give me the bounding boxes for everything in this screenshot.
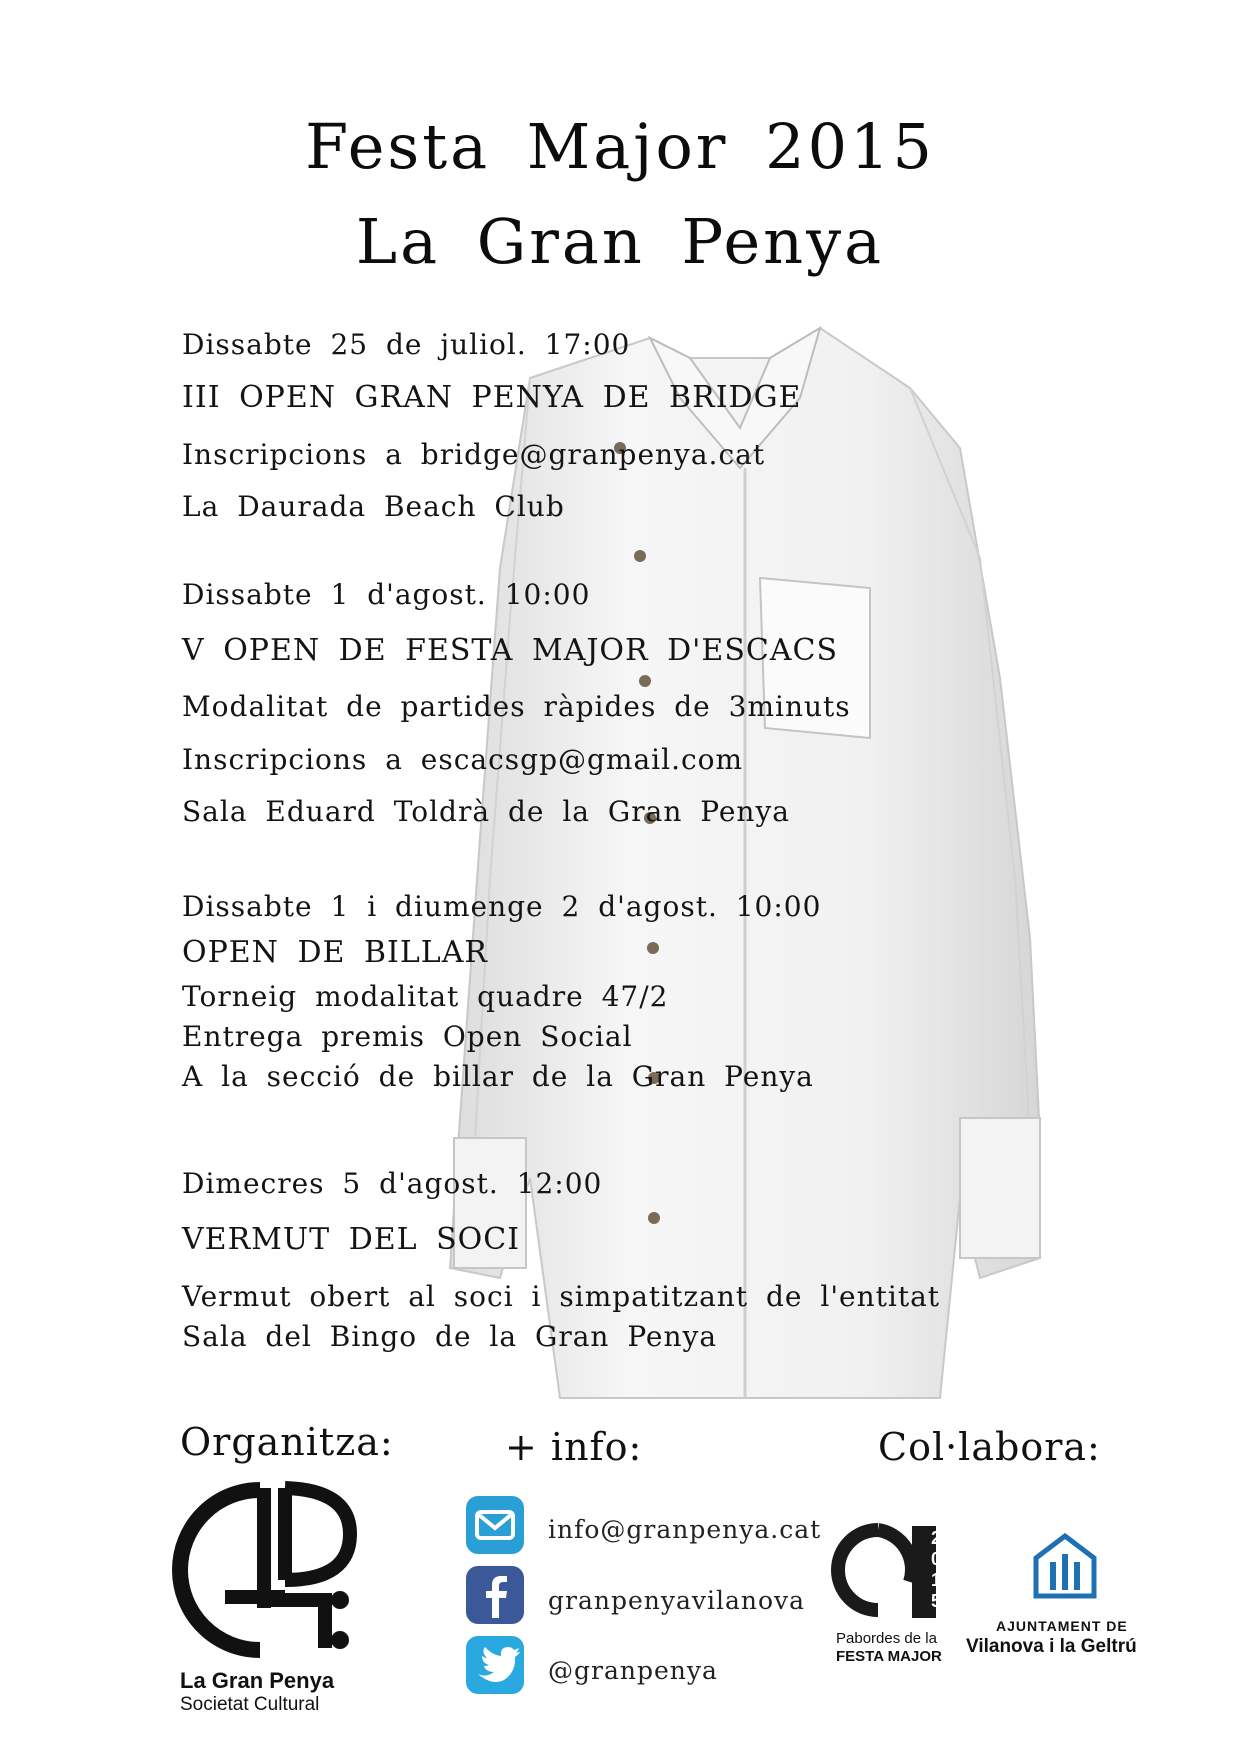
event-1-title: III OPEN GRAN PENYA DE BRIDGE: [182, 380, 802, 415]
event-1-date: Dissabte 25 de juliol. 17:00: [182, 328, 631, 361]
org-name: La Gran Penya: [180, 1668, 335, 1693]
event-3-detail-3: A la secció de billar de la Gran Penya: [182, 1060, 814, 1093]
twitter-icon: [466, 1636, 524, 1694]
event-4-detail-1: Vermut obert al soci i simpatitzant de l'entitat: [182, 1280, 941, 1313]
event-3-detail-2: Entrega premis Open Social: [182, 1020, 633, 1053]
event-4-title: VERMUT DEL SOCI: [182, 1222, 521, 1257]
pabordes-line1: Pabordes de la: [836, 1630, 937, 1647]
event-1-detail-2: La Daurada Beach Club: [182, 490, 565, 523]
pabordes-line2: FESTA MAJOR: [836, 1648, 942, 1665]
event-2-detail-2: Inscripcions a escacsgp@gmail.com: [182, 743, 744, 776]
ajuntament-line2: Vilanova i la Geltrú: [966, 1636, 1137, 1657]
event-3-date: Dissabte 1 i diumenge 2 d'agost. 10:00: [182, 890, 822, 923]
page-title-line1: Festa Major 2015: [305, 110, 935, 183]
event-3-detail-1: Torneig modalitat quadre 47/2: [182, 980, 669, 1013]
ajuntament-line1: AJUNTAMENT DE: [996, 1618, 1128, 1634]
organitza-label: Organitza:: [180, 1420, 394, 1464]
event-2-title: V OPEN DE FESTA MAJOR D'ESCACS: [182, 633, 838, 668]
contact-email[interactable]: info@granpenya.cat: [548, 1515, 822, 1544]
event-1-detail-1: Inscripcions a bridge@granpenya.cat: [182, 438, 766, 471]
ajuntament-crest-icon: [1030, 1532, 1100, 1602]
info-label: + info:: [505, 1425, 643, 1469]
event-4-detail-2: Sala del Bingo de la Gran Penya: [182, 1320, 718, 1353]
event-2-detail-3: Sala Eduard Toldrà de la Gran Penya: [182, 795, 790, 828]
event-2-date: Dissabte 1 d'agost. 10:00: [182, 578, 591, 611]
event-2-detail-1: Modalitat de partides ràpides de 3minuts: [182, 690, 851, 723]
page-title-line2: La Gran Penya: [355, 205, 885, 278]
facebook-icon: [466, 1566, 524, 1624]
pabordes-year: 2015: [930, 1528, 941, 1611]
org-subtitle: Societat Cultural: [180, 1694, 320, 1715]
email-icon: [466, 1496, 524, 1554]
contact-twitter[interactable]: @granpenya: [548, 1656, 718, 1685]
collabora-label: Col·labora:: [878, 1425, 1101, 1469]
white-shirt-image: [440, 318, 1080, 1410]
event-4-date: Dimecres 5 d'agost. 12:00: [182, 1167, 603, 1200]
gran-penya-logo: [165, 1480, 365, 1660]
event-3-title: OPEN DE BILLAR: [182, 935, 488, 970]
contact-facebook[interactable]: granpenyavilanova: [548, 1586, 806, 1615]
